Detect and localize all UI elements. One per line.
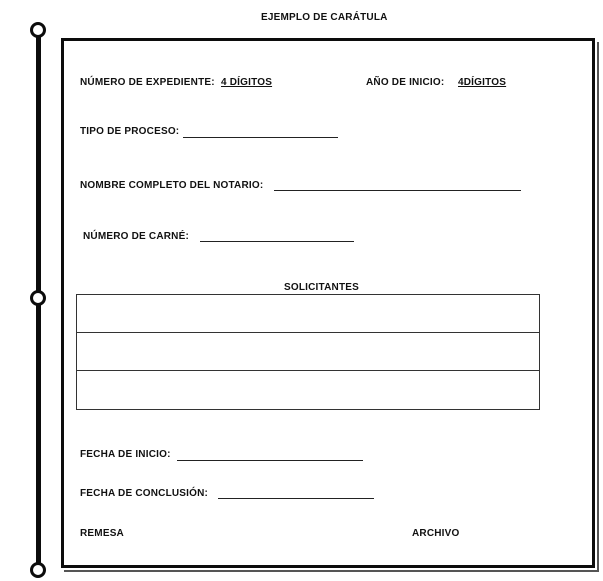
page-title: EJEMPLO DE CARÁTULA [261,12,388,23]
binder-ring-top [30,22,46,38]
expediente-label: NÚMERO DE EXPEDIENTE: [80,77,215,88]
solicitante-row [77,371,539,409]
notario-line [274,190,521,191]
anio-value: 4DÍGITOS [458,77,507,88]
anio-label: AÑO DE INICIO: [366,77,445,88]
tipo-proceso-label: TIPO DE PROCESO: [80,126,180,137]
solicitantes-heading: SOLICITANTES [284,282,359,293]
fecha-inicio-label: FECHA DE INICIO: [80,449,171,460]
tipo-proceso-line [183,137,338,138]
expediente-value: 4 DÍGITOS [221,77,273,88]
remesa-label: REMESA [80,528,124,539]
carne-label: NÚMERO DE CARNÉ: [83,231,189,242]
solicitantes-table [76,294,540,410]
binder-ring-middle [30,290,46,306]
fecha-conclusion-label: FECHA DE CONCLUSIÓN: [80,488,209,499]
solicitante-row [77,295,539,333]
fecha-inicio-line [177,460,363,461]
frame-shadow-right [597,42,599,570]
archivo-label: ARCHIVO [412,528,460,539]
carne-line [200,241,354,242]
binder-ring-bottom [30,562,46,578]
solicitante-row [77,333,539,371]
notario-label: NOMBRE COMPLETO DEL NOTARIO: [80,180,264,191]
frame-shadow-bottom [64,570,599,572]
fecha-conclusion-line [218,498,374,499]
